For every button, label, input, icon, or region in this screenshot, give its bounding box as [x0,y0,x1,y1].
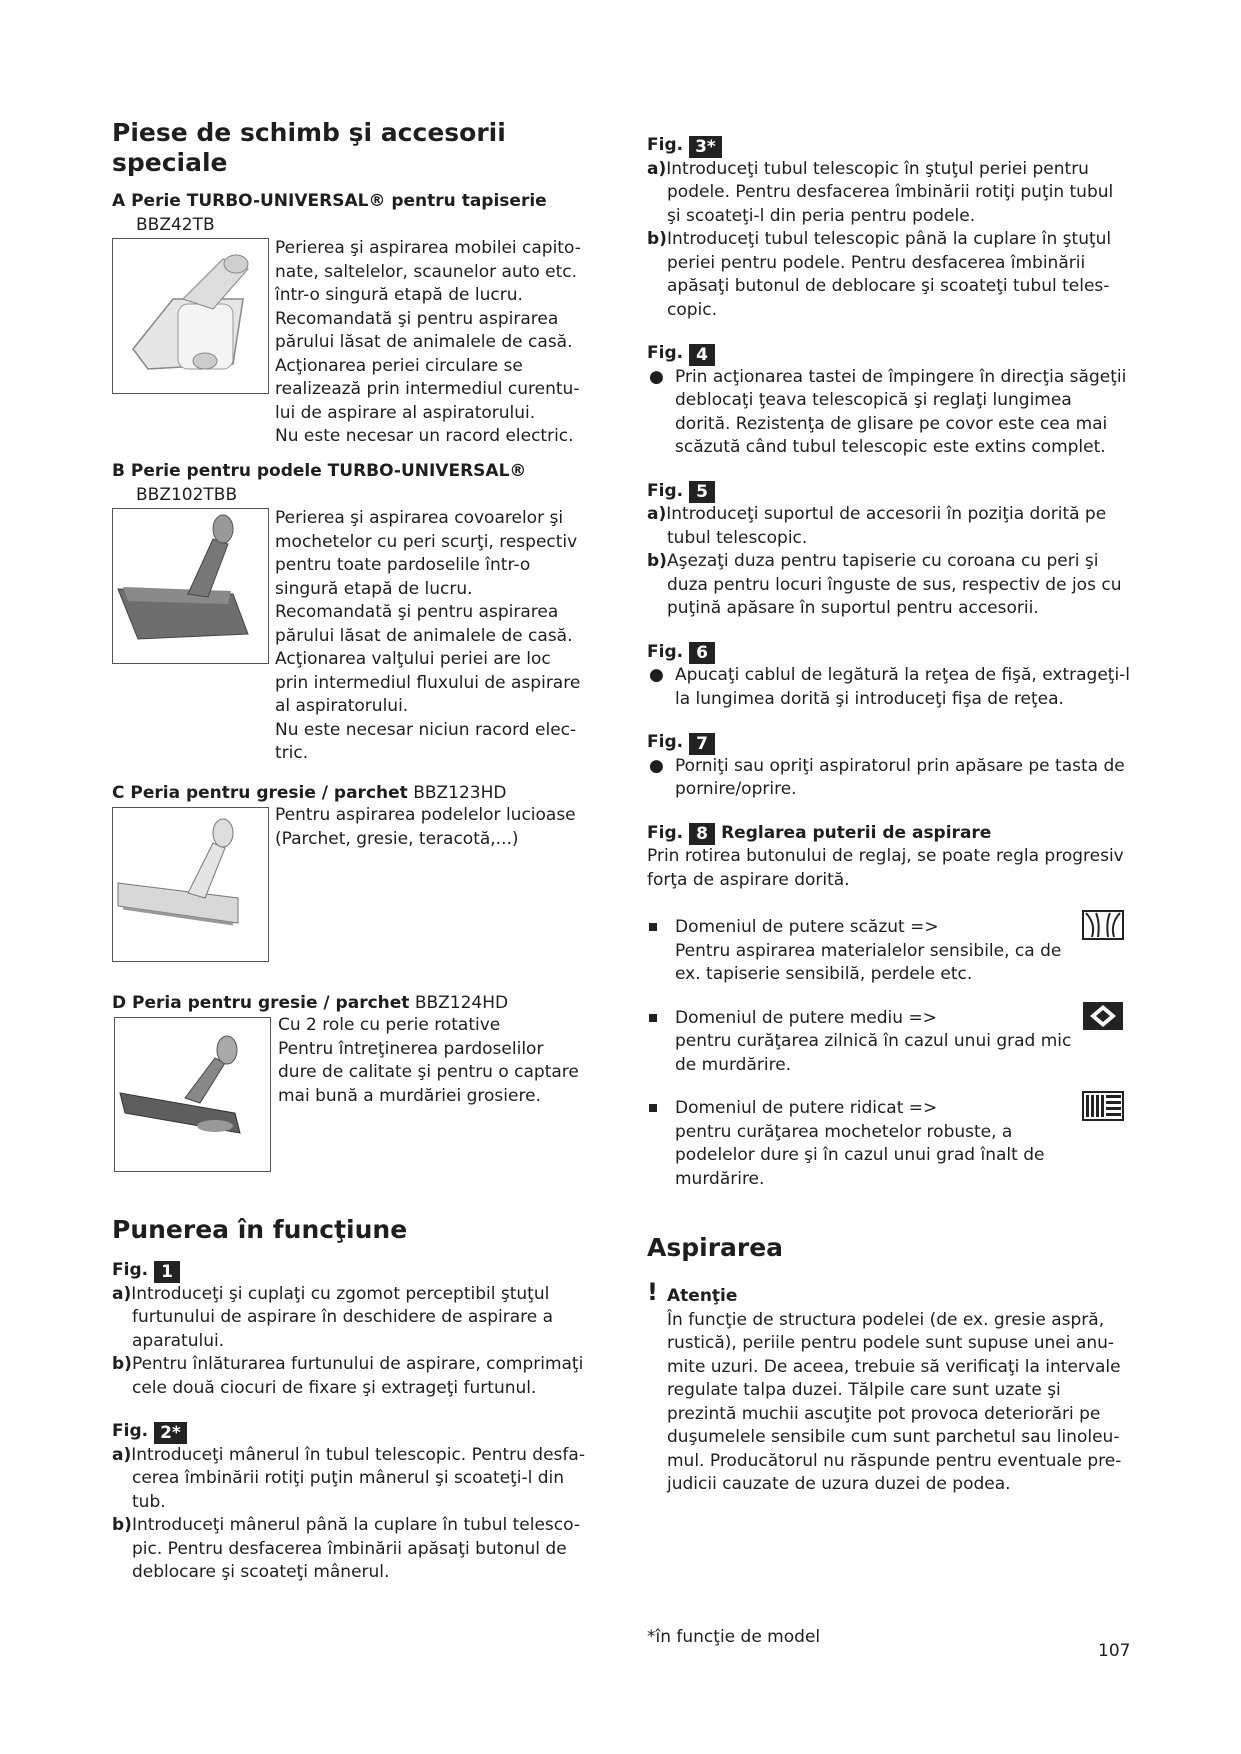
section-title-spare-parts: Piese de schimb şi accesorii speciale [112,118,506,177]
fig-4-bullet: ● Prin acţionarea tastei de împingere în direcţia săgeţii deblocaţi ţeava telescopică şi reglaţi lungimea dorită. Rezistenţa de glisare pe covor este cea mai scăzută când tubul telescopic este extins complet. [649,366,1127,457]
bullet-dot-icon: ● [649,366,664,387]
product-c-description: Pentru aspirarea podelelor lucioase (Parchet, gresie, teracotă,...) [275,805,576,849]
bullet-dot-icon: ● [649,755,664,776]
product-a-description: Perierea şi aspirarea mobilei capito- nate, saltelelor, scaunelor auto etc. într-o singură etapă de lucru. Recomandată şi pentru aspirarea părului lăsat de animalele de casă. Acţionarea periei circulare se realizează prin intermediul curentu- lui de aspirare al aspiratorului. Nu este necesar un racord electric. [275,238,581,446]
fig-3-step-b: b)Introduceţi tubul telescopic până la cuplare în ştuţul periei pentru podele. Pentru desfacerea îmbinării apăsaţi butonul de deblocare şi scoateţi tubul teles-copic. [647,229,1112,320]
bullet-square-icon [649,1014,657,1022]
product-a-image [112,238,269,394]
product-d-image [114,1017,271,1172]
attention-title: Atenţie [667,1286,738,1306]
fig-2-step-a: a)Introduceţi mânerul în tubul telescopic. Pentru desfa-cerea îmbinării rotiţi puţin mânerul şi scoateţi-l din tub. [112,1444,585,1512]
fig-7-badge: 7 [689,733,715,755]
fig-8-title: Reglarea puterii de aspirare [721,822,992,843]
fig-5-step-a: a)Introduceţi suportul de accesorii în poziţia dorită pe tubul telescopic. [647,504,1107,548]
rug-icon [1082,1001,1124,1031]
product-a-head: A Perie TURBO-UNIVERSAL® pentru tapiserie [112,191,547,211]
product-c-head: C Peria pentru gresie / parchet BBZ123HD [112,783,507,803]
fig-2-step-b: b)Introduceţi mânerul până la cuplare în tubul telesco-pic. Pentru desfacerea îmbinării apăsaţi butonul de deblocare şi scoateţi mânerul. [112,1515,580,1582]
product-c [112,782,597,992]
footnote: *în funcţie de model [647,1627,821,1647]
product-b-description: Perierea şi aspirarea covoarelor şi mochetelor cu peri scurţi, respectiv pentru toate pardoselile într-o singură etapă de lucru. Recomandată şi pentru aspirarea părului lăsat de animalele de casă. Acţionarea valţului periei are loc prin intermediul fluxului de aspirare al aspiratorului. Nu este necesar niciun racord elec- tric. [275,508,581,763]
fig-1-label: Fig. 1 [112,1259,597,1283]
product-b-code: BBZ102TBB [136,484,238,505]
product-a-code: BBZ42TB [136,214,215,235]
bullet-square-icon [649,923,657,931]
fig-1-badge: 1 [154,1261,180,1283]
bullet-square-icon [649,1104,657,1112]
fig-6-bullet: ● Apucaţi cablul de legătură la reţea de fişă, extrageţi-l la lungimea dorită şi introduceţi fişa de reţea. [649,665,1131,709]
attention-note [647,1278,1132,1497]
fig-2-label: Fig. 2* [112,1420,597,1444]
roller-brush-illustration [115,1018,269,1170]
fig-4-badge: 4 [689,344,715,366]
product-b-image [112,508,269,664]
power-level-medium: Domeniul de putere mediu => pentru curăţarea zilnică în cazul unui grad mic de murdărire. [647,1007,1132,1078]
floor-brush-illustration [113,509,267,662]
fig-2-badge: 2* [154,1422,187,1444]
power-level-high: Domeniul de putere ridicat => pentru curăţarea mochetelor robuste, a podelelor dure şi în cazul unui grad înalt de murdărire. [647,1097,1132,1191]
product-c-image [112,807,269,962]
product-a [112,190,597,460]
bullet-dot-icon: ● [649,665,664,685]
fig-1-step-b: b)Pentru înlăturarea furtunului de aspirare, comprimaţi cele două ciocuri de fixare şi extrageţi furtunul. [112,1354,584,1398]
fig-3-badge: 3* [689,136,722,158]
product-b [112,460,597,782]
section-title-commissioning: Punerea în funcţiune [112,1215,408,1244]
fig-5-badge: 5 [689,481,715,503]
fig-1-step-a: a)Introduceţi şi cuplaţi cu zgomot perceptibil ştuţul furtunului de aspirare în deschidere de aspirare a aparatului. [112,1283,554,1351]
fig-5-step-b: b)Aşezaţi duza pentru tapiserie cu coroana cu peri şi duza pentru locuri înguste de sus, respectiv de jos cu puţină apăsare în suportul pentru accesorii. [647,551,1122,618]
fig-3-step-a: a)Introduceţi tubul telescopic în ştuţul periei pentru podele. Pentru desfacerea îmbinării rotiţi puţin tubul şi scoateţi-l din peria pentru podele. [647,158,1114,226]
fig-7-label: Fig. 7 [647,731,1132,755]
page-number: 107 [1098,1641,1131,1661]
product-b-head: B Perie pentru podele TURBO-UNIVERSAL® [112,461,527,481]
attention-text: În funcţie de structura podelei (de ex. gresie aspră, rustică), periile pentru podele sunt supuse unei anu-mite uzuri. De aceea, trebuie să verificaţi la intervale regulate talpa duzei. Tălpile care sunt uzate şi prezintă muchii ascuţite pot provoca deteriorări pe duşumelele sensibile cum sunt parchetul sau linoleu-mul. Producătorul nu răspunde pentru eventuale pre-judicii cauzate de uzura duzei de podea. [667,1309,1122,1494]
upholstery-brush-illustration [113,239,267,392]
exclamation-icon: ! [647,1278,658,1306]
parquet-icon [1082,1091,1124,1121]
fig-7-bullet: ● Porniţi sau opriţi aspiratorul prin apăsare pe tasta de pornire/oprire. [649,755,1125,799]
fig-6-badge: 6 [689,642,715,664]
product-d-description: Cu 2 role cu perie rotative Pentru întreţinerea pardoselilor dure de calitate şi pentru o captare mai bună a murdăriei grosiere. [278,1015,579,1106]
fig-4-label: Fig. 4 [647,342,1132,366]
power-level-low: Domeniul de putere scăzut => Pentru aspirarea materialelor sensibile, ca de ex. tapiserie sensibilă, perdele etc. [647,916,1132,987]
fig-5-label: Fig. 5 [647,480,1132,504]
left-column [112,118,597,1585]
fig-8-text: Prin rotirea butonului de reglaj, se poate regla progresiv forţa de aspirare dorită. [647,846,1124,890]
product-d [112,992,597,1215]
product-d-head: D Peria pentru gresie / parchet BBZ124HD [112,993,509,1013]
fig-6-label: Fig. 6 [647,641,1132,665]
fig-3-label: Fig. 3* [647,134,1132,158]
hard-floor-brush-illustration [113,808,267,960]
fig-8-badge: 8 [689,823,715,845]
curtain-icon [1082,910,1124,940]
right-column [647,134,1132,1497]
fig-8-label: Fig. 8 Reglarea puterii de aspirare [647,822,992,844]
section-title-vacuuming: Aspirarea [647,1233,784,1262]
